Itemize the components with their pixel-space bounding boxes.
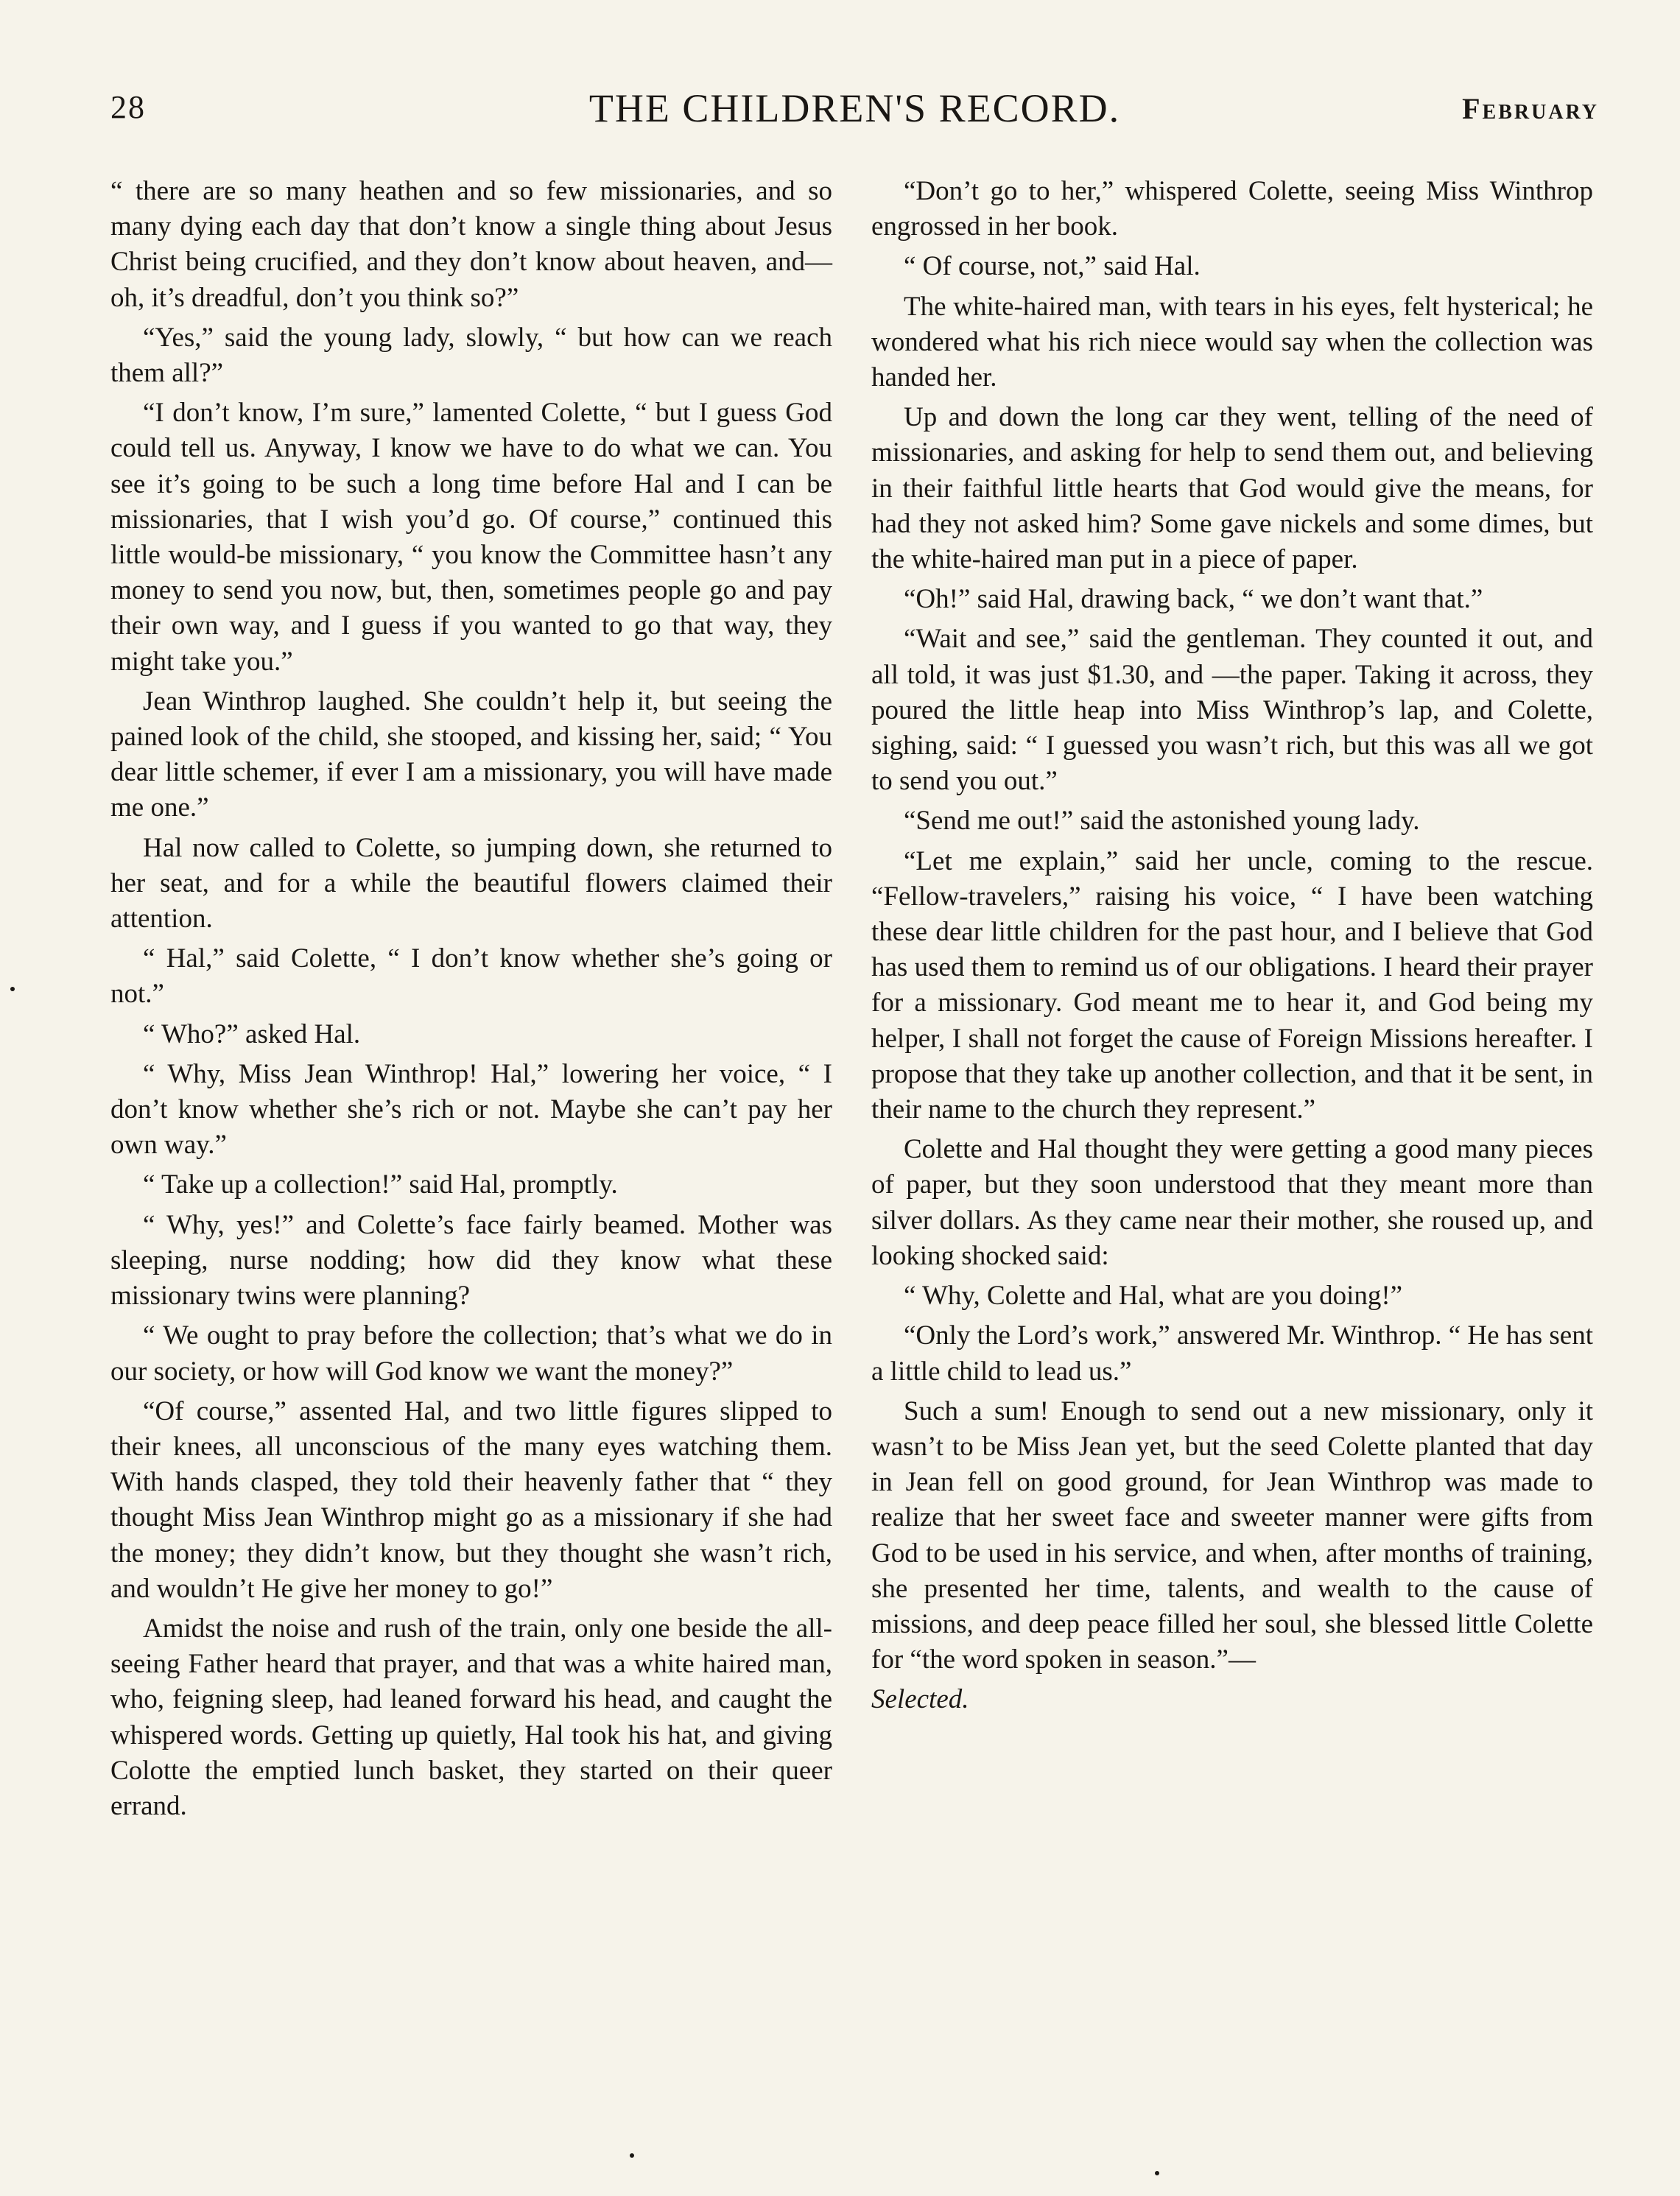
paragraph: “Only the Lord’s work,” answered Mr. Winthrop. “ He has sent a little child to lead us.” [871, 1320, 1593, 1387]
paragraph: “Wait and see,” said the gentleman. They counted it out, and all told, it was just $1.30, and —the paper. Taking it across, they poured the little heap into Miss Winthrop’s lap, and Colette, sighing, said: “ I guessed you wasn’t rich, but this was all we got to send you out.” [871, 624, 1593, 797]
paragraph: “ Take up a collection!” said Hal, promptly. [143, 1169, 618, 1200]
paragraph: “ Hal,” said Colette, “ I don’t know whether she’s going or not.” [110, 943, 832, 1010]
paragraph: “ Why, Miss Jean Winthrop! Hal,” lowering her voice, “ I don’t know whether she’s rich or not. Maybe she can’t pay her own way.” [110, 1058, 832, 1161]
paragraph: Up and down the long car they went, telling of the need of missionaries, and asking for help to send them out, and believing in their faithful little hearts that God would give the means, for had they not asked him? Some gave nickels and some dimes, but the white-haired man put in a piece of paper. [871, 402, 1593, 575]
paragraph: Jean Winthrop laughed. She couldn’t help it, but seeing the pained look of the child, she stooped, and kissing her, said; “ You dear little schemer, if ever I am a missionary, you will have made me one.” [110, 686, 832, 823]
paragraph: “Oh!” said Hal, drawing back, “ we don’t want that.” [904, 584, 1483, 615]
paragraph: “Send me out!” said the astonished young lady. [904, 806, 1420, 837]
journal-title: THE CHILDREN'S RECORD. [588, 86, 1121, 130]
paragraph: Colette and Hal thought they were getting a good many pieces of paper, but they soon understood that they meant more than silver dollars. As they came near their mother, she roused up, and looking shocked said: [871, 1134, 1593, 1271]
paragraph: “ Why, yes!” and Colette’s face fairly beamed. Mother was sleeping, nurse nodding; how did they know what these missionary twins were planning? [110, 1209, 832, 1312]
signature: Selected. [871, 1684, 969, 1715]
paragraph: “ Why, Colette and Hal, what are you doing!” [904, 1281, 1403, 1312]
print-speck [1155, 2171, 1159, 2175]
print-speck [630, 2153, 634, 2158]
right-column [871, 174, 1593, 1722]
paragraph: “ Of course, not,” said Hal. [904, 251, 1201, 282]
paragraph: Hal now called to Colette, so jumping down, she returned to her seat, and for a while the beautiful flowers claimed their attention. [110, 832, 832, 935]
left-column [110, 174, 832, 1829]
paragraph-signature [871, 1682, 1593, 1717]
print-speck [10, 987, 15, 991]
paragraph: “I don’t know, I’m sure,” lamented Colette, “ but I guess God could tell us. Anyway, I know we have to do what we can. You see it’s going to be such a long time before Hal and I can be missionaries, that I wish you’d go. Of course,” continued this little would-be missionary, “ you know the Committee hasn’t any money to send you now, but, then, sometimes people go and pay their own way, and I guess if you wanted to go that way, they might take you.” [110, 398, 832, 677]
paragraph: “Of course,” assented Hal, and two little figures slipped to their knees, all unconscious of the many eyes watching them. With hands clasped, they told their heavenly father that “ they thought Miss Jean Winthrop might go as a missionary if she had the money; they didn’t know, but they thought she wasn’t rich, and wouldn’t He give her money to go!” [110, 1396, 832, 1604]
paragraph: “Don’t go to her,” whispered Colette, seeing Miss Winthrop engrossed in her book. [871, 176, 1593, 242]
paragraph: “ We ought to pray before the collection; that’s what we do in our society, or how will God know we want the money?” [110, 1320, 832, 1387]
paragraph: “ there are so many heathen and so few missionaries, and so many dying each day that don’t know a single thing about Jesus Christ being crucified, and they don’t know about heaven, and—oh, it’s dreadful, don’t you think so?” [110, 176, 832, 313]
issue-month: February [1462, 92, 1599, 125]
paragraph: Such a sum! Enough to send out a new missionary, only it wasn’t to be Miss Jean yet, but the seed Colette planted that day in Jean fell on good ground, for Jean Winthrop was made to realize that her sweet face and sweeter manner were gifts from God to be used in his service, and when, after months of training, she presented her time, talents, and wealth to the cause of missions, and deep peace filled her soul, she blessed little Colette for “the word spoken in season.”— [871, 1396, 1593, 1675]
paragraph: The white-haired man, with tears in his eyes, felt hysterical; he wondered what his rich niece would say when the collection was handed her. [871, 291, 1593, 393]
paragraph: Amidst the noise and rush of the train, only one beside the all-seeing Father heard that prayer, and that was a white haired man, who, feigning sleep, had leaned forward his head, and caught the whispered words. Getting up quietly, Hal took his hat, and giving Colotte the emptied lunch basket, they started on their queer errand. [110, 1613, 832, 1821]
paragraph: “ Who?” asked Hal. [143, 1018, 361, 1049]
paragraph: “Let me explain,” said her uncle, coming to the rescue. “Fellow-travelers,” raising his voice, “ I have been watching these dear little children for the past hour, and I believe that God has used them to remind us of our obligations. I heard their prayer for a missionary. God meant me to hear it, and God being my helper, I shall not forget the cause of Foreign Missions hereafter. I propose that they take up another collection, and that it be sent, in their name to the church they represent.” [871, 845, 1593, 1125]
page-header [110, 88, 1599, 133]
page-number: 28 [110, 89, 146, 125]
paragraph: “Yes,” said the young lady, slowly, “ but how can we reach them all?” [110, 322, 832, 389]
